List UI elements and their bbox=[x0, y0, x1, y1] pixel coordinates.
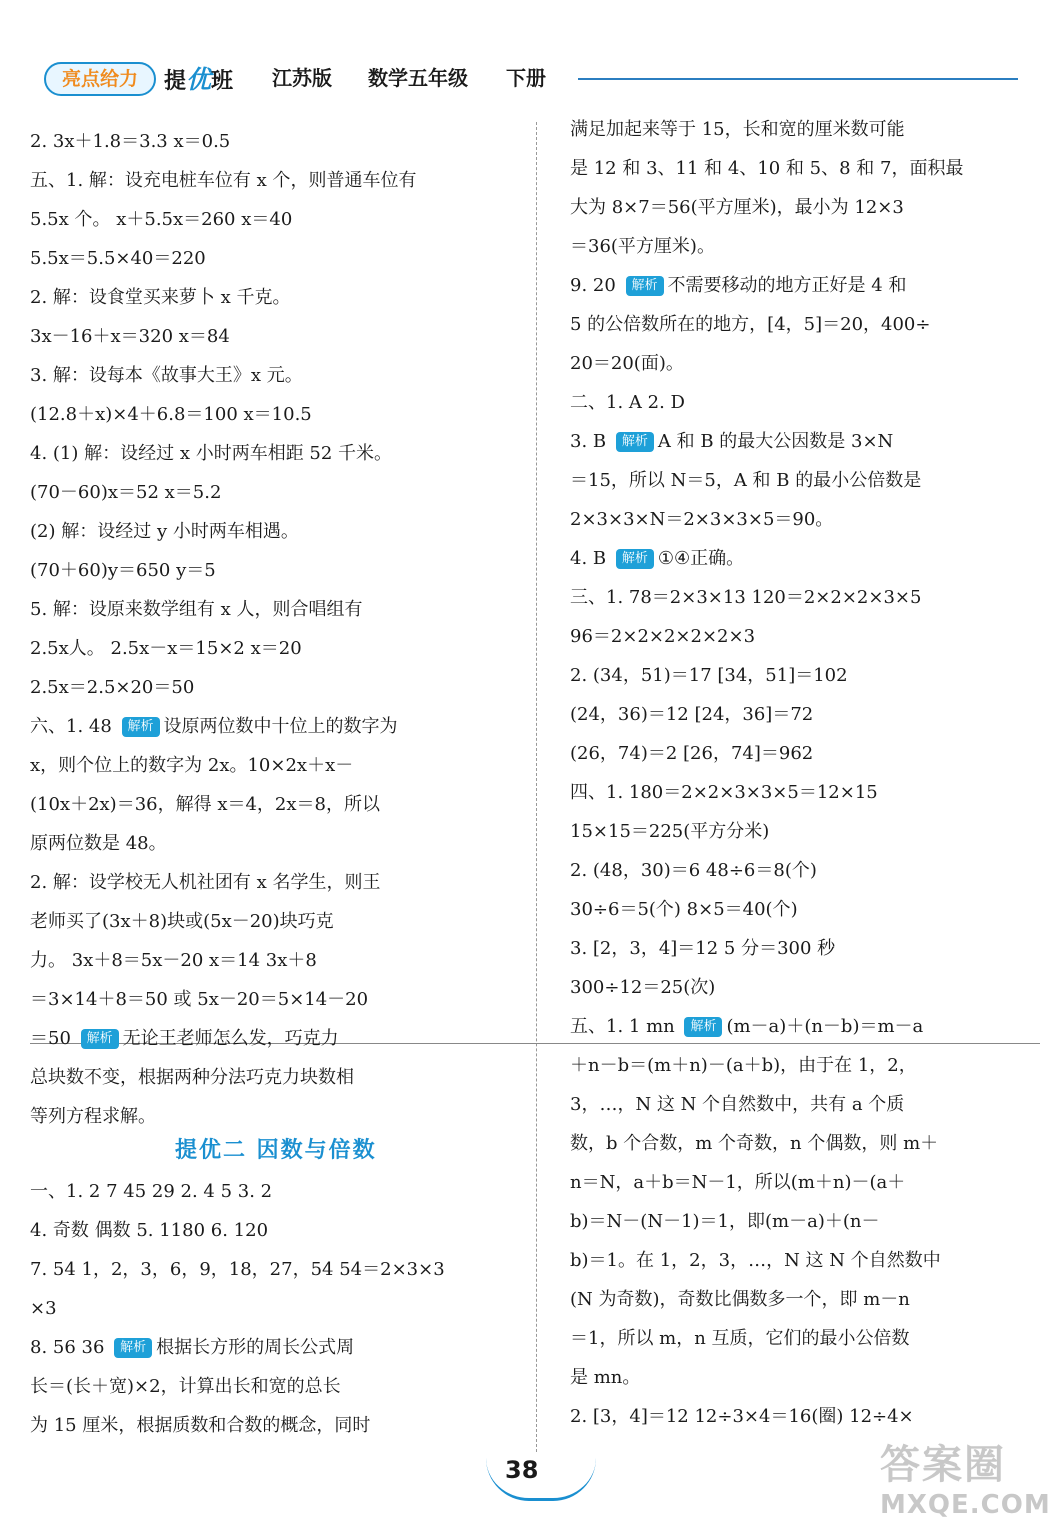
answer-text: (2) 解：设经过 y 小时两车相遇。 bbox=[30, 521, 299, 542]
answer-text: 2.5x人。 2.5x－x＝15×2 x＝20 bbox=[30, 638, 302, 659]
answer-line bbox=[570, 695, 1040, 734]
answer-text: 4. 奇数 偶数 5. 1180 6. 120 bbox=[30, 1220, 269, 1241]
analysis-text: ①④正确。 bbox=[657, 548, 745, 569]
analysis-text: A 和 B 的最大公因数是 3×N bbox=[657, 431, 894, 452]
analysis-tag: 解析 bbox=[114, 1338, 152, 1358]
answer-line bbox=[570, 929, 1040, 968]
answer-text: 300÷12＝25(次) bbox=[570, 977, 716, 998]
answer-text: 二、1. A 2. D bbox=[570, 392, 685, 413]
section-title: 提优二 因数与倍数 bbox=[175, 1138, 377, 1163]
answer-text: (26，74)＝2 [26，74]＝962 bbox=[570, 743, 814, 764]
answer-line bbox=[570, 1085, 1040, 1124]
analysis-tag: 解析 bbox=[626, 276, 664, 296]
answer-text: 2. 解：设食堂买来萝卜 x 千克。 bbox=[30, 287, 291, 308]
answer-line bbox=[30, 1097, 530, 1136]
volume-label: 下册 bbox=[506, 66, 546, 90]
answer-text: 2. 3x＋1.8＝3.3 x＝0.5 bbox=[30, 131, 231, 152]
answer-text: 30÷6＝5(个) 8×5＝40(个) bbox=[570, 899, 798, 920]
answer-text: 力。 3x＋8＝5x－20 x＝14 3x＋8 bbox=[30, 950, 317, 971]
answer-text: 4. B bbox=[570, 548, 612, 569]
answer-text: ＋n－b＝(m＋n)－(a＋b)，由于在 1，2， bbox=[570, 1055, 917, 1076]
answer-line bbox=[30, 863, 530, 902]
analysis-tag: 解析 bbox=[684, 1017, 722, 1037]
answer-line bbox=[570, 1124, 1040, 1163]
answer-line bbox=[30, 1406, 530, 1445]
answer-text: 五、1. 解：设充电桩车位有 x 个，则普通车位有 bbox=[30, 170, 417, 191]
answer-text: (12.8＋x)×4＋6.8＝100 x＝10.5 bbox=[30, 404, 312, 425]
analysis-tag: 解析 bbox=[81, 1029, 119, 1049]
analysis-text: 根据长方形的周长公式周 bbox=[156, 1337, 355, 1358]
answer-line bbox=[30, 824, 530, 863]
answer-line bbox=[570, 227, 1040, 266]
answer-line bbox=[570, 1007, 1040, 1046]
answer-line bbox=[570, 500, 1040, 539]
answer-line bbox=[570, 890, 1040, 929]
answer-text: 15×15＝225(平方分米) bbox=[570, 821, 770, 842]
answer-text: 9. 20 bbox=[570, 275, 622, 296]
answer-text: 六、1. 48 bbox=[30, 716, 118, 737]
brand-prefix: 提 bbox=[164, 69, 187, 94]
answer-text: 满足加起来等于 15，长和宽的厘米数可能 bbox=[570, 119, 905, 140]
answer-text: 总块数不变，根据两种分法巧克力块数相 bbox=[30, 1067, 354, 1088]
answer-text: 是 12 和 3、11 和 4、10 和 5、8 和 7，面积最 bbox=[570, 158, 964, 179]
answer-line bbox=[570, 422, 1040, 461]
brand-badge: 亮点给力 bbox=[44, 62, 156, 96]
answer-text: 3，…，N 这 N 个自然数中，共有 a 个质 bbox=[570, 1094, 905, 1115]
answer-line bbox=[30, 941, 530, 980]
answer-text: n＝N，a＋b＝N－1，所以(m＋n)－(a＋ bbox=[570, 1172, 906, 1193]
header-rule bbox=[578, 78, 1018, 80]
answer-line bbox=[30, 1289, 530, 1328]
left-column bbox=[30, 122, 530, 1136]
answer-text: 5. 解：设原来数学组有 x 人，则合唱组有 bbox=[30, 599, 363, 620]
answer-line bbox=[30, 239, 530, 278]
answer-text: 等列方程求解。 bbox=[30, 1106, 156, 1127]
answer-line bbox=[570, 1202, 1040, 1241]
answer-text: 20＝20(面)。 bbox=[570, 353, 684, 374]
answer-line bbox=[30, 395, 530, 434]
analysis-text: 无论王老师怎么发，巧克力 bbox=[122, 1028, 339, 1049]
answer-text: 2.5x＝2.5×20＝50 bbox=[30, 677, 195, 698]
answer-line bbox=[570, 461, 1040, 500]
answer-line bbox=[570, 1397, 1040, 1436]
analysis-tag: 解析 bbox=[616, 549, 654, 569]
answer-text: 四、1. 180＝2×2×3×3×5＝12×15 bbox=[570, 782, 878, 803]
answer-text: 2×3×3×N＝2×3×3×5＝90。 bbox=[570, 509, 834, 530]
page-number-arc bbox=[486, 1458, 596, 1501]
answer-line bbox=[30, 1172, 530, 1211]
page-header bbox=[0, 0, 1061, 100]
answer-line bbox=[30, 317, 530, 356]
watermark-logo bbox=[880, 1440, 1050, 1530]
answer-line bbox=[570, 1241, 1040, 1280]
analysis-tag: 解析 bbox=[616, 432, 654, 452]
answer-line bbox=[570, 773, 1040, 812]
answer-text: (24，36)＝12 [24，36]＝72 bbox=[570, 704, 814, 725]
answer-text: b)＝1。在 1，2，3，…，N 这 N 个自然数中 bbox=[570, 1250, 941, 1271]
answer-line bbox=[30, 902, 530, 941]
answer-line bbox=[30, 785, 530, 824]
answer-line bbox=[30, 551, 530, 590]
left-column-continued bbox=[30, 1172, 530, 1445]
answer-text: 一、1. 2 7 45 29 2. 4 5 3. 2 bbox=[30, 1181, 273, 1202]
answer-line bbox=[570, 734, 1040, 773]
answer-text: 5 的公倍数所在的地方，[4，5]＝20，400÷ bbox=[570, 314, 931, 335]
answer-line bbox=[30, 629, 530, 668]
brand-name bbox=[164, 60, 233, 96]
answer-text: 5.5x 个。 x＋5.5x＝260 x＝40 bbox=[30, 209, 293, 230]
answer-line bbox=[30, 707, 530, 746]
answer-text: 96＝2×2×2×2×2×3 bbox=[570, 626, 756, 647]
watermark-text: 答案圈 bbox=[880, 1442, 1006, 1488]
answer-text: 大为 8×7＝56(平方厘米)，最小为 12×3 bbox=[570, 197, 904, 218]
answer-line bbox=[30, 434, 530, 473]
answer-text: ＝3×14＋8＝50 或 5x－20＝5×14－20 bbox=[30, 989, 369, 1010]
answer-text: ＝1，所以 m，n 互质，它们的最小公倍数 bbox=[570, 1328, 910, 1349]
answer-text: x，则个位上的数字为 2x。10×2x＋x－ bbox=[30, 755, 354, 776]
answer-line bbox=[570, 617, 1040, 656]
answer-text: 原两位数是 48。 bbox=[30, 833, 167, 854]
answer-text: 2. (48，30)＝6 48÷6＝8(个) bbox=[570, 860, 817, 881]
answer-text: 三、1. 78＝2×3×13 120＝2×2×2×3×5 bbox=[570, 587, 922, 608]
answer-text: 7. 54 1，2，3，6，9，18，27，54 54＝2×3×3 bbox=[30, 1259, 445, 1280]
answer-line bbox=[570, 1319, 1040, 1358]
answer-line bbox=[570, 578, 1040, 617]
answer-text: 3. B bbox=[570, 431, 612, 452]
right-column bbox=[570, 110, 1040, 1436]
answer-line bbox=[570, 851, 1040, 890]
answer-text: 老师买了(3x＋8)块或(5x－20)块巧克 bbox=[30, 911, 334, 932]
answer-line bbox=[570, 1163, 1040, 1202]
answer-line bbox=[30, 980, 530, 1019]
answer-text: 五、1. 1 mn bbox=[570, 1016, 681, 1037]
answer-line bbox=[30, 161, 530, 200]
answer-line bbox=[570, 1280, 1040, 1319]
answer-text: 3. 解：设每本《故事大王》x 元。 bbox=[30, 365, 303, 386]
answer-line bbox=[570, 539, 1040, 578]
answer-text: 5.5x＝5.5×40＝220 bbox=[30, 248, 206, 269]
subject-label: 数学五年级 bbox=[368, 66, 468, 90]
answer-line bbox=[570, 344, 1040, 383]
answer-text: 3. [2，3，4]＝12 5 分＝300 秒 bbox=[570, 938, 836, 959]
analysis-text: 不需要移动的地方正好是 4 和 bbox=[667, 275, 907, 296]
answer-text: 是 mn。 bbox=[570, 1367, 641, 1388]
answer-text: ＝15，所以 N＝5，A 和 B 的最小公倍数是 bbox=[570, 470, 922, 491]
answer-text: 4. (1) 解：设经过 x 小时两车相距 52 千米。 bbox=[30, 443, 393, 464]
answer-text: (10x＋2x)＝36，解得 x＝4，2x＝8，所以 bbox=[30, 794, 380, 815]
edition-label: 江苏版 bbox=[272, 66, 332, 90]
answer-line bbox=[30, 1019, 530, 1058]
watermark-url: MXQE.COM bbox=[880, 1490, 1051, 1520]
answer-line bbox=[570, 812, 1040, 851]
answer-line bbox=[30, 1058, 530, 1097]
answer-text: (70＋60)y＝650 y＝5 bbox=[30, 560, 216, 581]
brand-suffix: 班 bbox=[211, 69, 234, 94]
answer-line bbox=[570, 1046, 1040, 1085]
answer-text: 长＝(长＋宽)×2，计算出长和宽的总长 bbox=[30, 1376, 341, 1397]
answer-text: 2. (34，51)＝17 [34，51]＝102 bbox=[570, 665, 848, 686]
answer-line bbox=[570, 305, 1040, 344]
answer-line bbox=[30, 590, 530, 629]
answer-line bbox=[570, 656, 1040, 695]
page-number: 38 bbox=[505, 1456, 539, 1484]
answer-line bbox=[570, 968, 1040, 1007]
answer-text: 2. 解：设学校无人机社团有 x 名学生，则王 bbox=[30, 872, 381, 893]
answer-line bbox=[30, 1211, 530, 1250]
answer-text: (70－60)x＝52 x＝5.2 bbox=[30, 482, 222, 503]
answer-line bbox=[30, 122, 530, 161]
brand-accent: 优 bbox=[186, 65, 212, 94]
answer-line bbox=[570, 383, 1040, 422]
answer-line bbox=[30, 356, 530, 395]
answer-line bbox=[30, 668, 530, 707]
answer-text: ×3 bbox=[30, 1298, 57, 1319]
answer-text: ＝36(平方厘米)。 bbox=[570, 236, 715, 257]
answer-line bbox=[30, 1367, 530, 1406]
answer-line bbox=[30, 1250, 530, 1289]
answer-line bbox=[570, 149, 1040, 188]
answer-text: ＝50 bbox=[30, 1028, 77, 1049]
answer-line bbox=[30, 278, 530, 317]
answer-line bbox=[30, 746, 530, 785]
analysis-tag: 解析 bbox=[122, 717, 160, 737]
analysis-text: 设原两位数中十位上的数字为 bbox=[163, 716, 398, 737]
answer-line bbox=[570, 1358, 1040, 1397]
answer-line bbox=[30, 200, 530, 239]
answer-text: 2. [3，4]＝12 12÷3×4＝16(圈) 12÷4× bbox=[570, 1406, 914, 1427]
answer-text: (N 为奇数)，奇数比偶数多一个，即 m－n bbox=[570, 1289, 910, 1310]
answer-line bbox=[570, 266, 1040, 305]
answer-text: 8. 56 36 bbox=[30, 1337, 111, 1358]
answer-line bbox=[570, 110, 1040, 149]
analysis-text: (m－a)＋(n－b)＝m－a bbox=[726, 1016, 924, 1037]
column-divider bbox=[536, 122, 537, 1452]
answer-text: 数，b 个合数，m 个奇数，n 个偶数，则 m＋ bbox=[570, 1133, 939, 1154]
answer-line bbox=[30, 473, 530, 512]
answer-text: 3x－16＋x＝320 x＝84 bbox=[30, 326, 230, 347]
answer-line bbox=[30, 512, 530, 551]
answer-text: b)＝N－(N－1)＝1，即(m－a)＋(n－ bbox=[570, 1211, 880, 1232]
answer-line bbox=[570, 188, 1040, 227]
answer-line bbox=[30, 1328, 530, 1367]
answer-text: 为 15 厘米，根据质数和合数的概念，同时 bbox=[30, 1415, 371, 1436]
